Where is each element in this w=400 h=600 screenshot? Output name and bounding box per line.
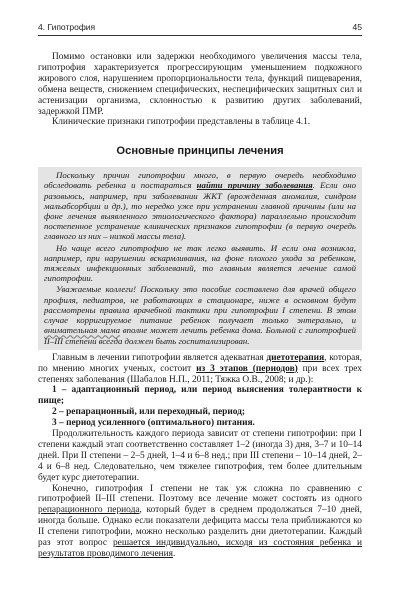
section-title: Основные принципы лечения bbox=[116, 145, 284, 158]
running-header bbox=[38, 22, 362, 36]
diet-therapy-term: диетотерапия bbox=[266, 352, 325, 363]
page-number: 45 bbox=[352, 22, 362, 32]
reparation-period-term: репарационного периода bbox=[38, 505, 140, 516]
list-item-stage-3: 3 – период усиленного (оптимального) питания. bbox=[52, 418, 255, 429]
paragraph-mild-degree: Конечно, гипотрофия I степени не так уж сложна по сравнению с гипотрофией II–III степени. Поэтому все лечение может состоять из одного репарационного периода, который будет в среднем продолжаться 7–10 дней, иногда больше. Однако если показатели дефицита массы тела приближаются ко II степени гипотрофии, можно несколько разделить дни диетотерапии. Каждый раз этот вопрос решается индивидуально, исходя из состояния ребенка и результатов проводимого лечения. bbox=[38, 483, 363, 560]
paragraph-diet-therapy: Главным в лечении гипотрофии является адекватная диетотерапия, которая, по мнению многих ученых, состоит из 3 этапов (периодов) при всех трех степенях заболевания (Шабалов Н.П., 2011; Тяжка О.В., 2008; и др.): bbox=[38, 352, 362, 385]
note-paragraph-colleagues: Уважаемые коллеги! Поскольку это пособие составлено для врачей общего профиля, педиатров, не работающих в стационаре, ниже в основном будут рассмотрены правила врачебной тактики при гипотрофии I степени. В этом случае корригируемое питание ребенок получает только энтерально, и внимательная мама вполне может лечить ребенка дома. Больной с гипотрофией II–III степени всегда должен быть госпитализирован. bbox=[44, 284, 357, 346]
list-item-stage-2: 2 – репарационный, или переходный, период; bbox=[52, 407, 246, 418]
note-box bbox=[38, 167, 362, 349]
find-cause-emphasis: найти причину заболевания bbox=[196, 180, 313, 191]
three-stages-term: из 3 этапов (периодов) bbox=[196, 363, 298, 374]
individual-decision-term: решается индивидуально, исходя из состояния ребенка и результатов проводимого лечения bbox=[38, 538, 363, 560]
attentive-mother-emphasis: внимательная мама bbox=[44, 325, 121, 336]
list-item-stage-1: 1 – адаптационный период, или период выяснения толерантности к пище; bbox=[38, 385, 362, 407]
paragraph-table-reference: Клинические признаки гипотрофии представлены в таблице 4.1. bbox=[52, 117, 311, 128]
paragraph-duration: Продолжительность каждого периода зависит от степени гипотрофии: при I степени каждый этап соответственно составляет 1–2 (иногда 3) дня, 3–7 и 10–14 дней. При II степени – 2–5 дней, 1–4 и 6–8 нед.; при III степени – 10–14 дней, 2–4 и 6–8 нед. Следовательно, чем тяжелее гипотрофия, тем более длительным будет курс диетотерапии. bbox=[38, 429, 362, 483]
chapter-title: 4. Гипотрофия bbox=[38, 22, 96, 32]
note-paragraph-detection: Но чаще всего гипотрофию не так легко выявить. И если она возникла, например, при нарушении вскармливания, на фоне плохого ухода за ребенком, тяжелых инфекционных заболеваний, то главным является лечение самой гипотрофии. bbox=[44, 242, 356, 284]
page-body bbox=[38, 52, 362, 560]
paragraph-symptoms: Помимо остановки или задержки необходимого увеличения массы тела, гипотрофия характеризуется прогрессирующим уменьшением подкожного жирового слоя, нарушением пропорциональности тела, функций пищеварения, обмена веществ, снижением специфических, неспецифических защитных сил и астенизации организма, склонностью к развитию других заболеваний, задержкой ПМР. bbox=[38, 52, 362, 117]
note-paragraph-cause: Поскольку причин гипотрофии много, в первую очередь необходимо обследовать ребенка и постараться найти причину заболевания. Если оно разовьюсь, например, при заболевании ЖКТ (врожденная аномалия, синдром мальабсорбции и др.), то нередко уже при устранении главной причины (или на фоне лечения выявленного этиологического фактора) параллельно происходит постепенное устранение клинических признаков гипотрофии (в первую очередь главного из них – низкой массы тела). bbox=[44, 170, 356, 242]
